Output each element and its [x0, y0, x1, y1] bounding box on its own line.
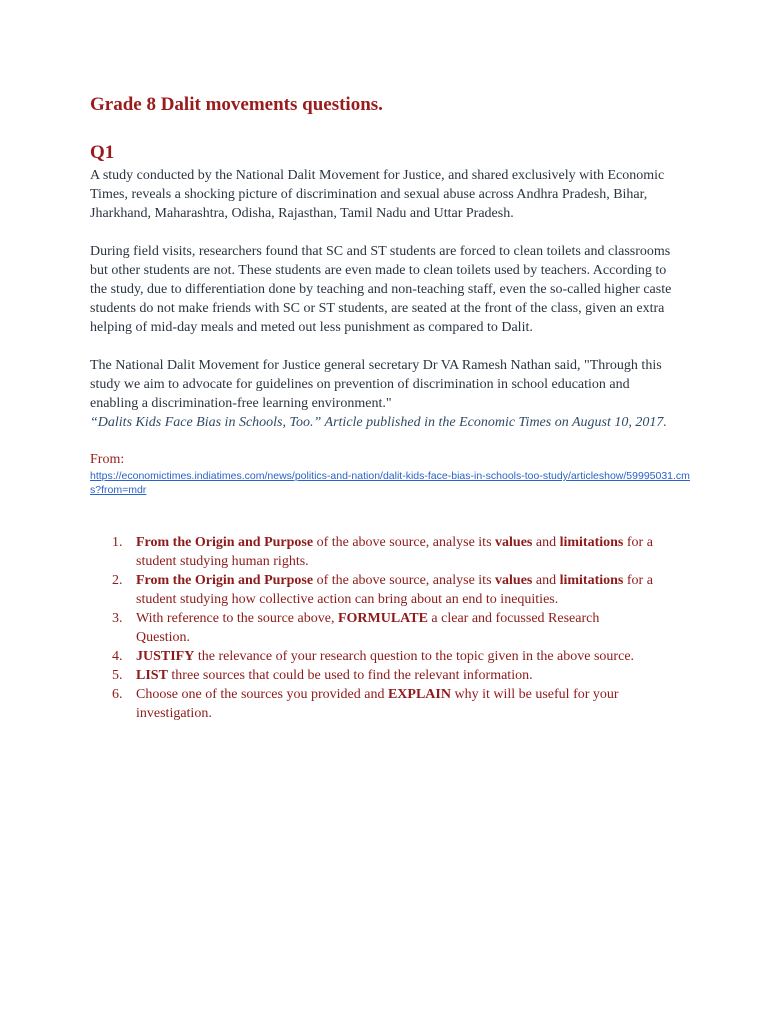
- question-text-run: of the above source, analyse its: [313, 535, 496, 550]
- question-number: 4.: [112, 649, 123, 664]
- question-text-run: the relevance of your research question to the topic given in the above source.: [194, 649, 635, 664]
- from-label: From:: [90, 452, 125, 467]
- question-text-run: of the above source, analyse its: [313, 573, 496, 588]
- question-list: [90, 533, 680, 723]
- source-reference: [90, 450, 690, 497]
- question-keyword: values: [495, 573, 533, 588]
- document-content: [90, 92, 690, 723]
- question-text-run: a clear and focussed Research Question.: [136, 611, 600, 645]
- question-keyword: From the Origin and Purpose: [136, 573, 314, 588]
- question-text-run: for a student studying how collective action can bring about an end to inequities.: [136, 573, 653, 607]
- document-title: Grade 8 Dalit movements questions.: [90, 94, 383, 115]
- question-keyword: limitations: [559, 535, 624, 550]
- question-text-run: three sources that could be used to find the relevant information.: [167, 668, 533, 683]
- source-url-link[interactable]: https://economictimes.indiatimes.com/news/politics-and-nation/dalit-kids-face-bias-in-schools-too-study/articleshow/59995031.cms?from=mdr: [90, 470, 690, 496]
- source-paragraph-1: A study conducted by the National Dalit Movement for Justice, and shared exclusively with Economic Times, reveals a shocking picture of discrimination and sexual abuse across Andhra Pradesh, Bihar, Jharkhand, Maharashtra, Odisha, Rajasthan, Tamil Nadu and Uttar Pradesh.: [90, 168, 665, 221]
- question-text-run: Choose one of the sources you provided and: [136, 687, 388, 702]
- question-text-run: for a student studying human rights.: [136, 535, 653, 569]
- question-item-1: [90, 533, 680, 571]
- question-keyword: LIST: [136, 668, 168, 683]
- question-keyword: limitations: [559, 573, 624, 588]
- question-text: [136, 666, 656, 685]
- question-text-run: and: [532, 535, 560, 550]
- question-keyword: values: [495, 535, 533, 550]
- question-number: 6.: [112, 687, 123, 702]
- question-number: 5.: [112, 668, 123, 683]
- question-item-5: [90, 666, 680, 685]
- question-number: 2.: [112, 573, 123, 588]
- question-text-run: and: [532, 573, 560, 588]
- question-number: 1.: [112, 535, 123, 550]
- source-paragraph-2: During field visits, researchers found that SC and ST students are forced to clean toilets and classrooms but other students are not. These students are even made to clean toilets used by teachers. According to the study, due to differentiation done by teaching and non-teaching staff, even the so-called higher caste students do not make friends with SC or ST students, are seated at the front of the class, given an extra helping of mid-day meals and meted out less punishment as compared to Dalit.: [90, 244, 672, 335]
- question-text: [136, 647, 656, 666]
- question-item-3: [90, 609, 680, 647]
- question-text: [136, 685, 656, 723]
- question-number: 3.: [112, 611, 123, 626]
- question-item-6: [90, 685, 680, 723]
- question-item-4: [90, 647, 680, 666]
- question-keyword: JUSTIFY: [136, 649, 195, 664]
- source-citation: “Dalits Kids Face Bias in Schools, Too.” Article published in the Economic Times on August 10, 2017.: [90, 415, 667, 430]
- question-text-run: why it will be useful for your investigation.: [136, 687, 619, 721]
- question-text-run: With reference to the source above,: [136, 611, 338, 626]
- question-keyword: FORMULATE: [337, 611, 428, 626]
- question-heading-q1: Q1: [90, 142, 115, 163]
- question-keyword: EXPLAIN: [387, 687, 451, 702]
- question-item-2: [90, 571, 680, 609]
- question-text: [136, 609, 656, 647]
- question-text: [136, 571, 656, 609]
- question-keyword: From the Origin and Purpose: [136, 535, 314, 550]
- source-paragraph-3: The National Dalit Movement for Justice general secretary Dr VA Ramesh Nathan said, "Through this study we aim to advocate for guidelines on prevention of discrimination in school education and enabling a discrimination-free learning environment.": [90, 358, 662, 411]
- question-text: [136, 533, 656, 571]
